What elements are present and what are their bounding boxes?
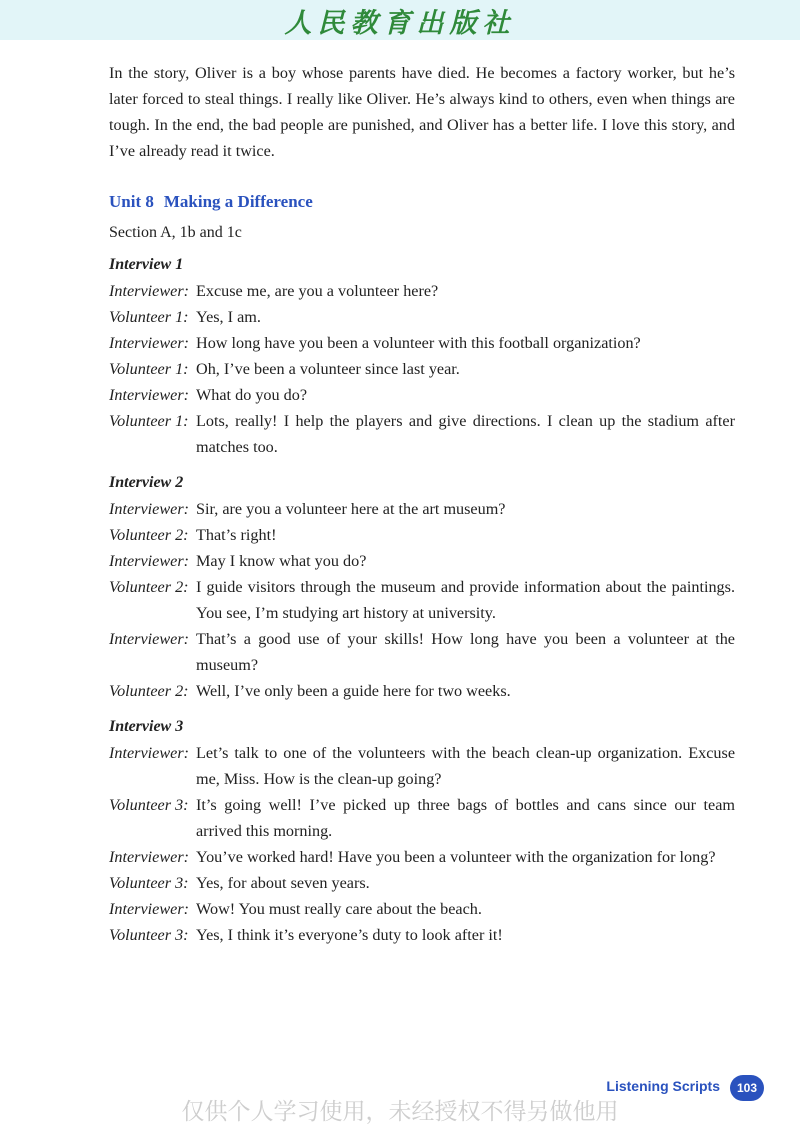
speaker-label: Volunteer 2: (109, 526, 189, 544)
dialogue-line (109, 278, 735, 304)
watermark: 仅供个人学习使用，未经授权不得另做他用 (181, 1099, 619, 1125)
dialogue-line (109, 548, 735, 574)
speaker-label: Volunteer 1: (109, 412, 189, 430)
unit-number: Unit 8 (109, 192, 154, 211)
dialogue-line (109, 922, 735, 948)
dialogue-line (109, 574, 735, 626)
intro-paragraph: In the story, Oliver is a boy whose parents have died. He becomes a factory worker, but he’s later forced to steal things. I really like Oliver. He’s always kind to others, even when things are tough. In the end, the bad people are punished, and Oliver has a better life. I love this story, and I’ve already read it twice. (109, 64, 735, 160)
speaker-label: Interviewer: (109, 630, 190, 648)
speaker-label: Interviewer: (109, 386, 190, 404)
speaker-label: Interviewer: (109, 282, 190, 300)
speech-text: That’s a good use of your skills! How long have you been a volunteer at the museum? (196, 630, 735, 674)
dialogue-line (109, 356, 735, 382)
speech-text: Yes, I am. (196, 308, 261, 326)
footer-section-label: Listening Scripts (606, 1078, 720, 1094)
speaker-label: Volunteer 3: (109, 874, 189, 892)
speech-text: Well, I’ve only been a guide here for two weeks. (196, 682, 511, 700)
speech-text: It’s going well! I’ve picked up three bags of bottles and cans since our team arrived this morning. (196, 796, 735, 840)
speech-text: How long have you been a volunteer with this football organization? (196, 334, 641, 352)
interview-title: Interview 1 (109, 256, 184, 273)
speaker-label: Volunteer 2: (109, 578, 189, 596)
interview-block (109, 252, 735, 460)
speech-text: That’s right! (196, 526, 277, 544)
speaker-label: Volunteer 2: (109, 682, 189, 700)
dialogue-line (109, 792, 735, 844)
dialogue-line (109, 304, 735, 330)
dialogue-line (109, 896, 735, 922)
unit-title: Making a Difference (163, 192, 313, 211)
dialogue-line (109, 844, 735, 870)
interview-title: Interview 3 (109, 718, 184, 735)
page-content (109, 60, 735, 948)
dialogue-line (109, 678, 735, 704)
interview-title: Interview 2 (109, 474, 184, 491)
interview-block (109, 714, 735, 948)
dialogue-line (109, 740, 735, 792)
speech-text: Yes, I think it’s everyone’s duty to look after it! (196, 926, 503, 944)
speech-text: Excuse me, are you a volunteer here? (196, 282, 439, 300)
speaker-label: Volunteer 3: (109, 926, 189, 944)
speech-text: Lots, really! I help the players and give directions. I clean up the stadium after matches too. (196, 412, 735, 456)
speaker-label: Interviewer: (109, 744, 190, 762)
speaker-label: Interviewer: (109, 500, 190, 518)
speech-text: Yes, for about seven years. (196, 874, 370, 892)
speaker-label: Interviewer: (109, 848, 190, 866)
speech-text: Oh, I’ve been a volunteer since last year. (196, 360, 460, 378)
speech-text: Wow! You must really care about the beach. (196, 900, 482, 918)
speaker-label: Volunteer 1: (109, 308, 189, 326)
speaker-label: Interviewer: (109, 900, 190, 918)
dialogue-line (109, 496, 735, 522)
speaker-label: Interviewer: (109, 552, 190, 570)
dialogue-line (109, 626, 735, 678)
dialogue-line (109, 382, 735, 408)
speech-text: Sir, are you a volunteer here at the art museum? (196, 500, 506, 518)
dialogue-line (109, 408, 735, 460)
page-number-badge: 103 (730, 1075, 764, 1101)
speaker-label: Volunteer 1: (109, 360, 189, 378)
speech-text: You’ve worked hard! Have you been a volunteer with the organization for long? (196, 848, 716, 866)
publisher-logo: 人民教育出版社 (284, 7, 516, 39)
speech-text: What do you do? (196, 386, 308, 404)
speech-text: Let’s talk to one of the volunteers with the beach clean-up organization. Excuse me, Miss. How is the clean-up going? (196, 744, 735, 788)
section-heading: Section A, 1b and 1c (109, 224, 242, 241)
interview-block (109, 470, 735, 704)
interviews-container (109, 252, 735, 948)
speaker-label: Volunteer 3: (109, 796, 189, 814)
unit-heading (109, 192, 735, 212)
speech-text: I guide visitors through the museum and provide information about the paintings. You see, I’m studying art history at university. (196, 578, 735, 622)
speaker-label: Interviewer: (109, 334, 190, 352)
dialogue-line (109, 522, 735, 548)
dialogue-line (109, 330, 735, 356)
dialogue-line (109, 870, 735, 896)
speech-text: May I know what you do? (196, 552, 367, 570)
